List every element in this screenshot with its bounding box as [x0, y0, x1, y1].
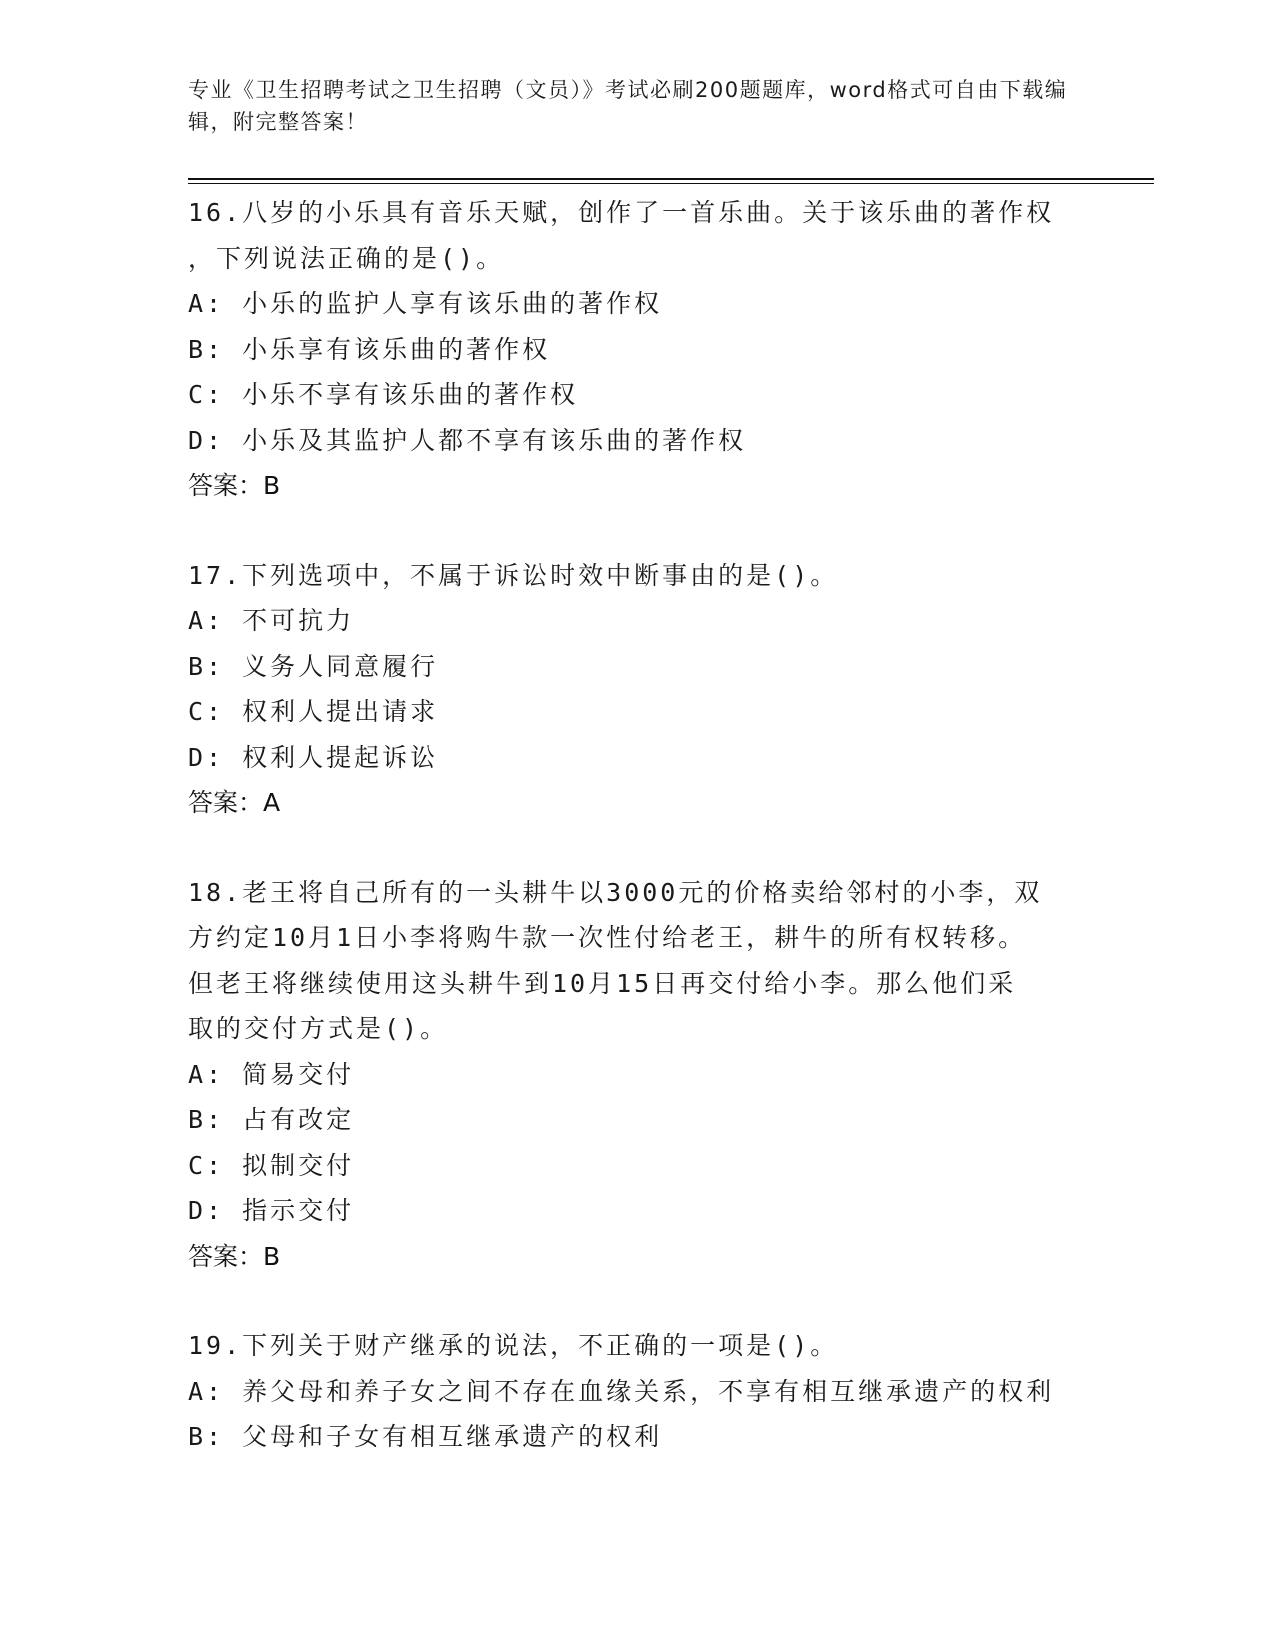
question-list: [188, 190, 1088, 1504]
header-rule-thin: [188, 183, 1154, 184]
option-b: B: 父母和子女有相互继承遗产的权利: [188, 1422, 663, 1451]
option-a: A: 小乐的监护人享有该乐曲的著作权: [188, 289, 663, 318]
question-16: [188, 190, 1088, 509]
question-stem-line: 16.八岁的小乐具有音乐天赋，创作了一首乐曲。关于该乐曲的著作权: [188, 198, 1055, 227]
question-17: [188, 553, 1088, 826]
answer: 答案：B: [188, 1241, 281, 1271]
option-c: C: 拟制交付: [188, 1150, 355, 1180]
option-c: C: 权利人提出请求: [188, 697, 439, 726]
question-stem-line: 取的交付方式是()。: [188, 1014, 449, 1043]
answer: 答案：B: [188, 471, 281, 500]
option-b: B: 小乐享有该乐曲的著作权: [188, 334, 551, 364]
option-a: A: 不可抗力: [188, 606, 355, 635]
question-stem-line: ，下列说法正确的是()。: [188, 243, 505, 273]
answer: 答案：A: [188, 788, 281, 817]
option-d: D: 小乐及其监护人都不享有该乐曲的著作权: [188, 425, 747, 455]
option-a: A: 养父母和养子女之间不存在血缘关系，不享有相互继承遗产的权利: [188, 1376, 1055, 1406]
question-stem-line: 方约定10月1日小李将购牛款一次性付给老王，耕牛的所有权转移。: [188, 923, 1027, 952]
option-c: C: 小乐不享有该乐曲的著作权: [188, 380, 579, 409]
option-d: D: 指示交付: [188, 1196, 355, 1225]
question-stem-line: 18.老王将自己所有的一头耕牛以3000元的价格卖给邻村的小李，双: [188, 877, 1043, 907]
option-b: B: 占有改定: [188, 1105, 355, 1134]
option-d: D: 权利人提起诉讼: [188, 742, 439, 772]
option-a: A: 简易交付: [188, 1059, 355, 1089]
question-stem-line: 但老王将继续使用这头耕牛到10月15日再交付给小李。那么他们采: [188, 968, 1017, 998]
header-rule-thick: [188, 178, 1154, 180]
document-header: 专业《卫生招聘考试之卫生招聘（文员）》考试必刷200题题库，word格式可自由下载编辑，附完整答案！: [188, 78, 1068, 134]
question-stem-line: 19.下列关于财产继承的说法，不正确的一项是()。: [188, 1331, 839, 1360]
question-18: [188, 870, 1088, 1280]
option-b: B: 义务人同意履行: [188, 651, 439, 681]
question-19: [188, 1323, 1088, 1460]
question-stem-line: 17.下列选项中，不属于诉讼时效中断事由的是()。: [188, 560, 839, 590]
